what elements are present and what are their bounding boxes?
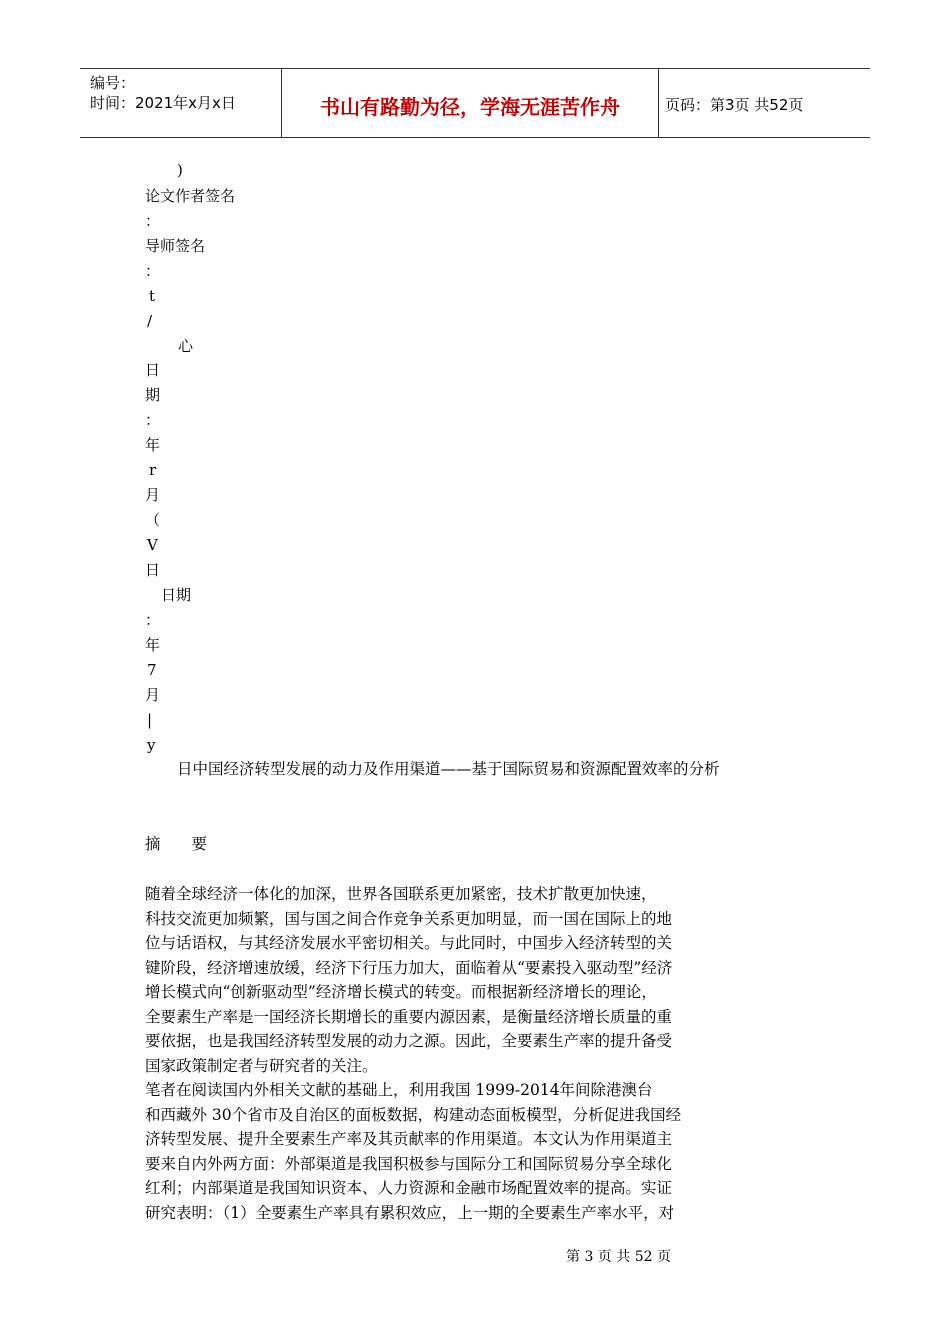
- header-info-cell: [80, 69, 282, 137]
- abstract-heading: 摘 要: [145, 835, 208, 853]
- fragment: 月: [145, 686, 161, 704]
- fragment: t: [149, 287, 156, 305]
- date-label: 日期: [161, 586, 192, 604]
- author-signature-label: 论文作者签名: [145, 187, 236, 205]
- header-page-cell: [659, 69, 870, 137]
- page-code: 页码：第3页 共52页: [665, 96, 804, 114]
- fragment: ): [177, 161, 183, 179]
- fragment: ：: [145, 262, 161, 280]
- text-line: 济转型发展、提升全要素生产率及其贡献率的作用渠道。本文认为作用渠道主: [145, 1130, 673, 1148]
- text-line: 红利；内部渠道是我国知识资本、人力资源和金融市场配置效率的提高。实证: [145, 1179, 673, 1197]
- fragment: r: [149, 461, 157, 479]
- thesis-title: 日中国经济转型发展的动力及作用渠道——基于国际贸易和资源配置效率的分析: [177, 760, 720, 778]
- abstract-paragraph-2: [145, 1078, 681, 1225]
- fragment: 月: [145, 486, 161, 504]
- fragment: 日: [145, 361, 161, 379]
- advisor-signature-label: 导师签名: [145, 237, 206, 255]
- text-line: 国家政策制定者与研究者的关注。: [145, 1056, 378, 1075]
- text-line: 和西藏外 30个省市及自治区的面板数据，构建动态面板模型，分析促进我国经: [145, 1105, 682, 1124]
- text-line: 笔者在阅读国内外相关文献的基础上，利用我国 1999-2014年间除港澳台: [145, 1081, 653, 1099]
- fragment: y: [147, 736, 156, 754]
- text-line: 要依据，也是我国经济转型发展的动力之源。因此，全要素生产率的提升备受: [145, 1032, 673, 1050]
- text-line: 全要素生产率是一国经济长期增长的重要内源因素，是衡量经济增长质量的重: [145, 1007, 673, 1026]
- fragment: 日: [145, 561, 161, 579]
- page-footer: 第 3 页 共 52 页: [566, 1249, 671, 1265]
- number-label: 编号：: [90, 74, 136, 92]
- fragment: |: [147, 711, 153, 729]
- header-motto-cell: [282, 69, 659, 137]
- fragment: V: [147, 536, 158, 554]
- text-line: 科技交流更加频繁，国与国之间合作竞争关系更加明显，而一国在国际上的地: [145, 909, 673, 928]
- text-line: 随着全球经济一体化的加深，世界各国联系更加紧密，技术扩散更加快速，: [145, 885, 657, 903]
- fragment: /: [147, 312, 153, 330]
- page-header: [80, 68, 870, 138]
- fragment: ：: [145, 611, 161, 629]
- text-line: 位与话语权，与其经济发展水平密切相关。与此同时，中国步入经济转型的关: [145, 934, 673, 952]
- motto: 书山有路勤为径，学海无涯苦作舟: [320, 95, 620, 119]
- text-line: 要来自内外两方面：外部渠道是我国积极参与国际分工和国际贸易分享全球化: [145, 1154, 673, 1173]
- fragment: 7: [147, 661, 157, 679]
- time-label: 时间：2021年x月x日: [90, 94, 236, 112]
- text-line: 键阶段，经济增速放缓，经济下行压力加大，面临着从“要素投入驱动型”经济: [145, 958, 673, 977]
- fragment: （: [145, 511, 161, 529]
- fragment: 年: [145, 436, 161, 454]
- fragment: ：: [145, 212, 161, 230]
- fragment: 年: [145, 636, 161, 654]
- text-line: 研究表明：（1）全要素生产率具有累积效应，上一期的全要素生产率水平，对: [145, 1203, 675, 1222]
- fragment: 期: [145, 386, 161, 404]
- fragment: 心: [178, 337, 194, 355]
- abstract-paragraph-1: [145, 882, 672, 1078]
- text-line: 增长模式向“创新驱动型”经济增长模式的转变。而根据新经济增长的理论，: [145, 983, 657, 1001]
- fragment: ：: [145, 411, 161, 429]
